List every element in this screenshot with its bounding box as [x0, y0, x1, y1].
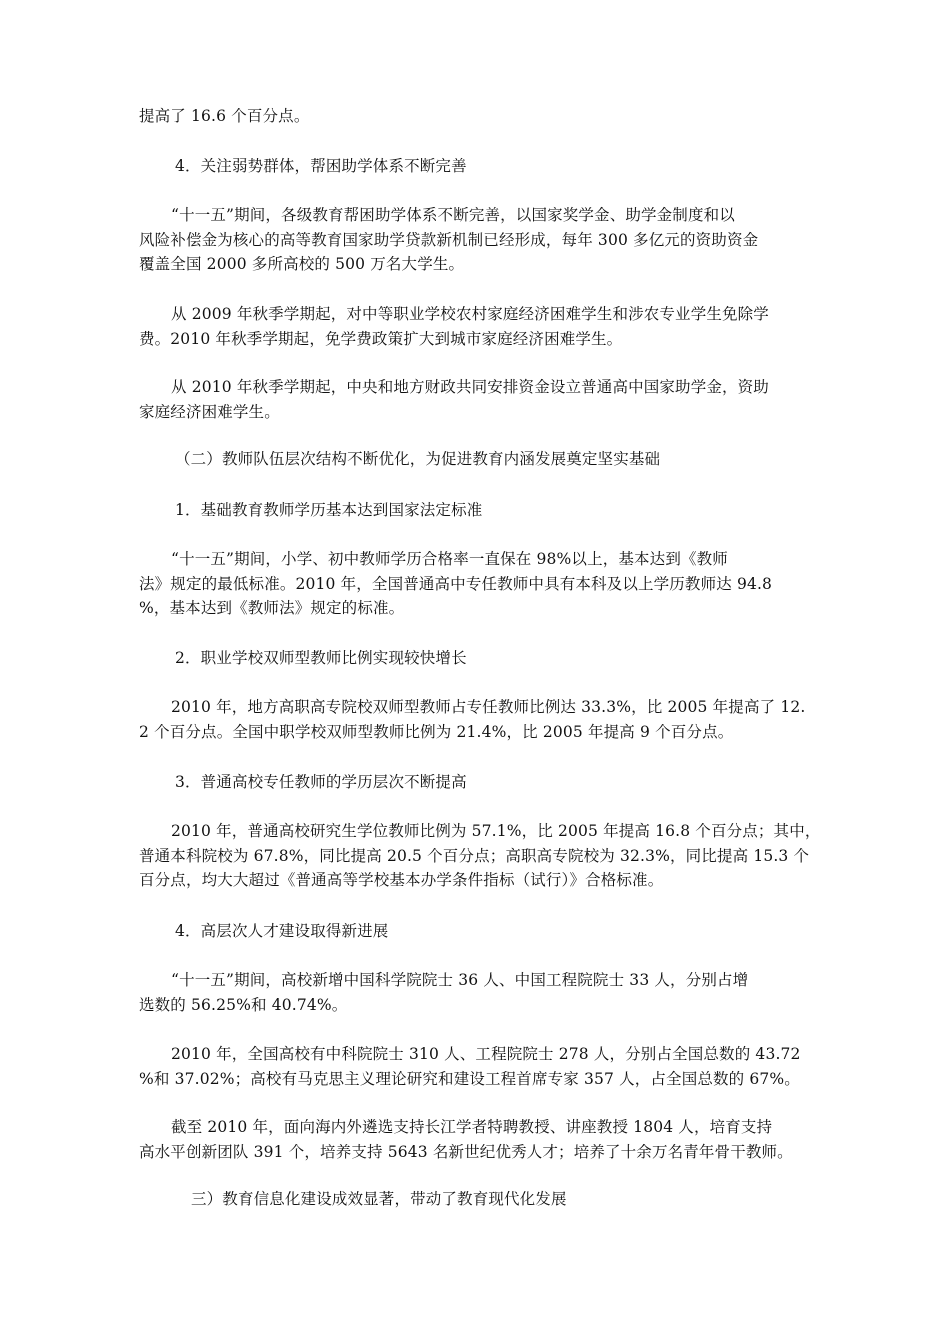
text-line: 2010 年，全国高校有中科院院士 310 人、工程院院士 278 人，分别占全国总数的 43.72 — [171, 1045, 801, 1063]
text-line: %，基本达到《教师法》规定的标准。 — [139, 599, 405, 617]
text-line: 选数的 56.25%和 40.74%。 — [139, 995, 348, 1014]
text-line: 从 2009 年秋季学期起，对中等职业学校农村家庭经济困难学生和涉农专业学生免除学 — [171, 305, 769, 323]
text-line: 费。2010 年秋季学期起，免学费政策扩大到城市家庭经济困难学生。 — [139, 329, 623, 348]
text-line: %和 37.02%；高校有马克思主义理论研究和建设工程首席专家 357 人，占全国总数的 67%。 — [139, 1069, 800, 1088]
text-line: “十一五”期间，各级教育帮困助学体系不断完善，以国家奖学金、助学金制度和以 — [171, 206, 735, 224]
section-heading — [139, 919, 855, 944]
section-heading — [139, 1187, 871, 1212]
section-heading — [139, 154, 855, 179]
paragraph-text — [139, 968, 819, 1017]
text-line: 2．职业学校双师型教师比例实现较快增长 — [175, 649, 467, 667]
paragraph-text — [139, 203, 819, 277]
paragraph-text — [139, 375, 819, 424]
paragraph-text — [139, 104, 819, 129]
text-line: （二）教师队伍层次结构不断优化，为促进教育内涵发展奠定坚实基础 — [175, 450, 661, 468]
text-line: 法》规定的最低标准。2010 年，全国普通高中专任教师中具有本科及以上学历教师达 94.8 — [139, 574, 773, 593]
text-line: 普通本科院校为 67.8%，同比提高 20.5 个百分点；高职高专院校为 32.3%，同比提高 15.3 个 — [139, 846, 810, 865]
text-line: 提高了 16.6 个百分点。 — [139, 107, 310, 125]
text-line: 2 个百分点。全国中职学校双师型教师比例为 21.4%，比 2005 年提高 9 个百分点。 — [139, 722, 734, 741]
text-line: “十一五”期间，高校新增中国科学院院士 36 人、中国工程院院士 33 人，分别占增 — [171, 971, 749, 989]
section-heading — [139, 770, 855, 795]
paragraph-text — [139, 1042, 819, 1091]
text-line: 风险补偿金为核心的高等教育国家助学贷款新机制已经形成，每年 300 多亿元的资助资金 — [139, 230, 759, 249]
text-line: 三）教育信息化建设成效显著，带动了教育现代化发展 — [191, 1190, 567, 1208]
text-line: 百分点，均大大超过《普通高等学校基本办学条件指标（试行）》合格标准。 — [139, 871, 664, 889]
text-line: “十一五”期间，小学、初中教师学历合格率一直保在 98%以上，基本达到《教师 — [171, 550, 728, 568]
paragraph-text — [139, 547, 819, 621]
text-line: 4．关注弱势群体，帮困助学体系不断完善 — [175, 157, 467, 175]
text-line: 家庭经济困难学生。 — [139, 402, 280, 421]
text-line: 2010 年，普通高校研究生学位教师比例为 57.1%，比 2005 年提高 16.8 个百分点；其中， — [171, 822, 821, 840]
paragraph-text — [139, 1115, 819, 1164]
section-heading — [139, 646, 855, 671]
paragraph-text — [139, 302, 819, 351]
text-line: 4．高层次人才建设取得新进展 — [175, 922, 389, 940]
paragraph-text — [139, 819, 819, 893]
text-line: 2010 年，地方高职高专院校双师型教师占专任教师比例达 33.3%，比 2005 年提高了 12. — [171, 698, 806, 716]
paragraph-text — [139, 695, 819, 744]
text-line: 3．普通高校专任教师的学历层次不断提高 — [175, 773, 467, 791]
section-heading — [139, 447, 855, 472]
section-heading — [139, 498, 855, 523]
text-line: 截至 2010 年，面向海内外遴选支持长江学者特聘教授、讲座教授 1804 人，培育支持 — [171, 1118, 773, 1136]
text-line: 1．基础教育教师学历基本达到国家法定标准 — [175, 501, 483, 519]
text-line: 从 2010 年秋季学期起，中央和地方财政共同安排资金设立普通高中国家助学金，资助 — [171, 378, 769, 396]
text-line: 高水平创新团队 391 个，培养支持 5643 名新世纪优秀人才；培养了十余万名青年骨干教师。 — [139, 1142, 793, 1161]
text-line: 覆盖全国 2000 多所高校的 500 万名大学生。 — [139, 255, 465, 273]
